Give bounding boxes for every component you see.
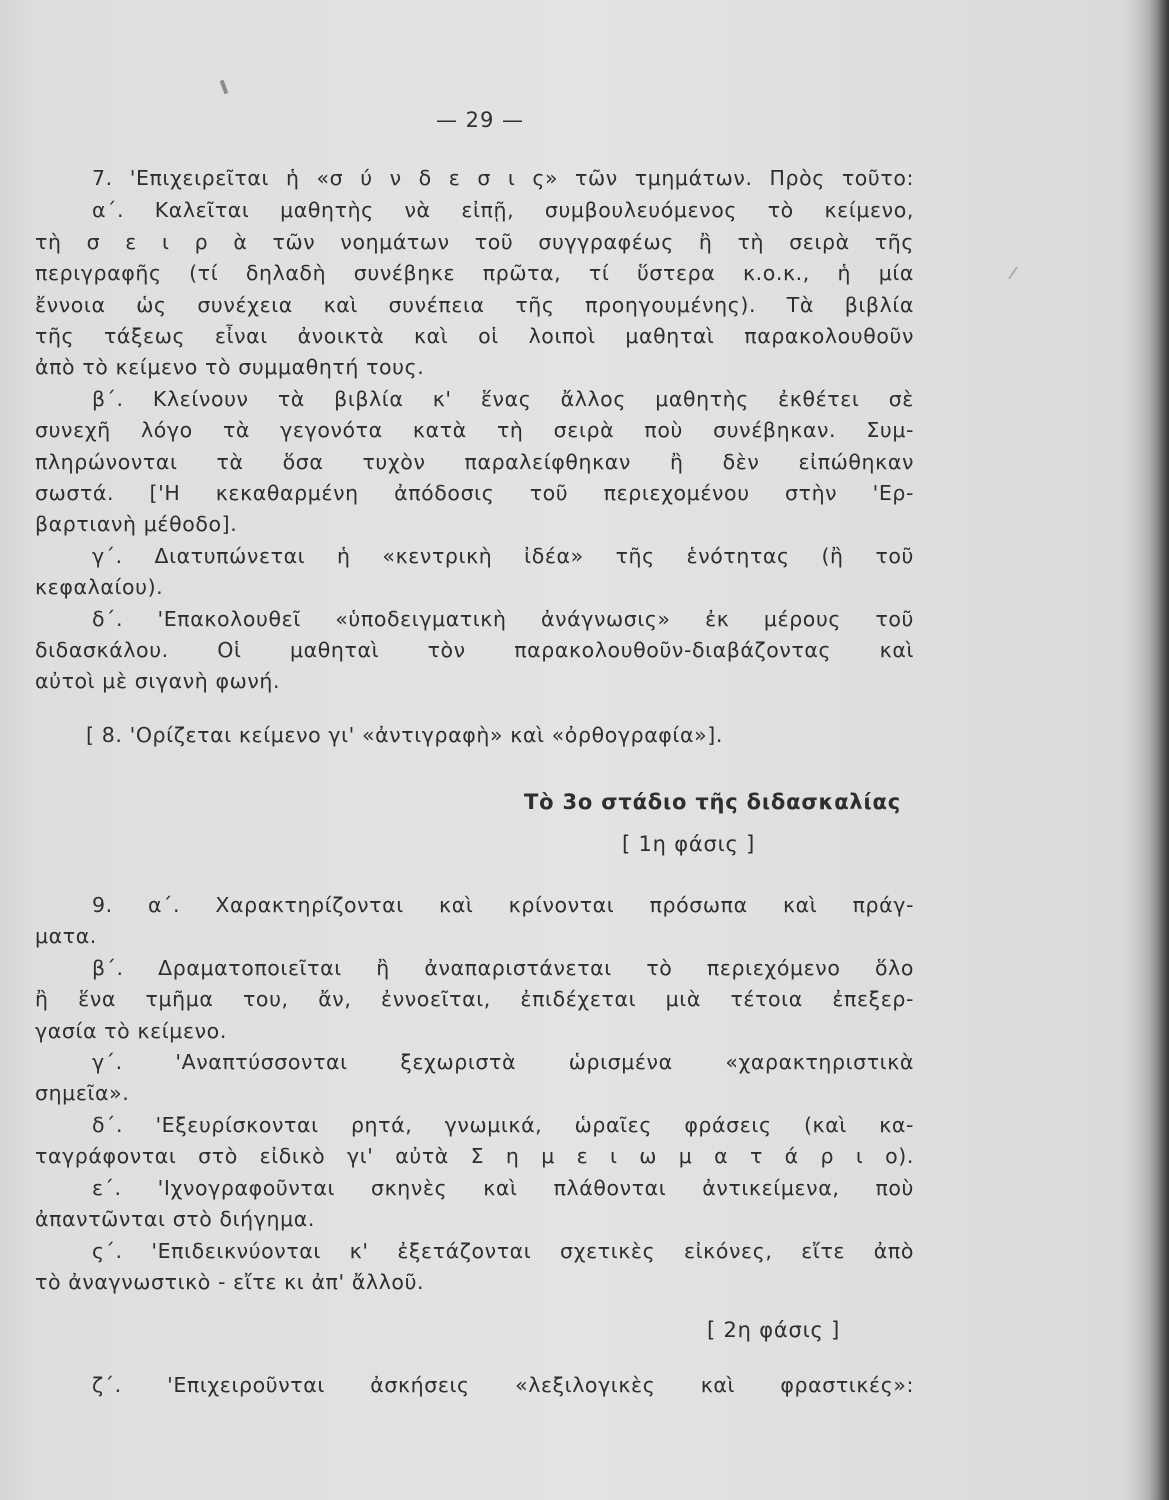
text-line: διδασκάλου. Οἱ μαθηταὶ τὸν παρακολουθοῦν-διαβάζοντας καὶ — [35, 638, 914, 662]
text-line: συνεχῆ λόγο τὰ γεγονότα κατὰ τὴ σειρὰ ποὺ συνέβηκαν. Συμ- — [35, 418, 914, 442]
text-line: σωστά. ['Η κεκαθαρμένη ἀπόδοσις τοῦ περιεχομένου στὴν 'Ερ- — [35, 481, 914, 505]
text-line: γασία τὸ κείμενο. — [35, 1019, 227, 1043]
text-line: γ΄. Διατυπώνεται ἡ «κεντρικὴ ἰδέα» τῆς ἑνότητας (ἢ τοῦ — [92, 544, 914, 568]
page-number: — 29 — — [435, 108, 525, 132]
phase-heading-1: [ 1η φάσις ] — [622, 832, 756, 856]
scan-speck — [1008, 267, 1018, 280]
phase-heading-2: [ 2η φάσις ] — [707, 1318, 841, 1342]
page-edge-shadow — [1133, 0, 1169, 1500]
text-line: 7. 'Επιχειρεῖται ἡ «σ ύ ν δ ε σ ι ς» τῶν τμημάτων. Πρὸς τοῦτο: — [92, 166, 914, 190]
text-line: γ΄. 'Αναπτύσσονται ξεχωριστὰ ὡρισμένα «χαρακτηριστικὰ — [92, 1050, 914, 1074]
text-line: βαρτιανὴ μέθοδο]. — [35, 512, 238, 536]
text-line: τὴ σ ε ι ρ ὰ τῶν νοημάτων τοῦ συγγραφέως ἢ τὴ σειρὰ τῆς — [35, 230, 914, 254]
scan-speck — [220, 80, 229, 95]
text-line: 9. α΄. Χαρακτηρίζονται καὶ κρίνονται πρόσωπα καὶ πράγ- — [92, 893, 914, 917]
text-line: ἔννοια ὡς συνέχεια καὶ συνέπεια τῆς προηγουμένης). Τὰ βιβλία — [35, 293, 914, 317]
text-line: κεφαλαίου). — [35, 575, 164, 599]
text-line: ς΄. 'Επιδεικνύονται κ' ἐξετάζονται σχετικὲς εἰκόνες, εἴτε ἀπὸ — [92, 1239, 914, 1263]
text-line: σημεῖα». — [35, 1081, 130, 1105]
text-line: ε΄. 'Ιχνογραφοῦνται σκηνὲς καὶ πλάθονται ἀντικείμενα, ποὺ — [92, 1176, 914, 1200]
text-line: ταγράφονται στὸ εἰδικὸ γι' αὐτὰ Σ η μ ε ι ω μ α τ ά ρ ι ο). — [35, 1144, 914, 1168]
text-line: πληρώνονται τὰ ὅσα τυχὸν παραλείφθηκαν ἢ δὲν εἰπώθηκαν — [35, 450, 914, 474]
text-line: ματα. — [35, 924, 97, 948]
text-line: β΄. Κλείνουν τὰ βιβλία κ' ἕνας ἄλλος μαθητὴς ἐκθέτει σὲ — [92, 387, 914, 411]
section-heading: Τὸ 3ο στάδιο τῆς διδασκαλίας — [524, 790, 901, 814]
text-line: τὸ ἀναγνωστικὸ - εἴτε κι ἀπ' ἄλλοῦ. — [35, 1270, 425, 1294]
text-line: ἀπαντῶνται στὸ διήγημα. — [35, 1207, 315, 1231]
text-line: ἢ ἕνα τμῆμα του, ἄν, ἐννοεῖται, ἐπιδέχεται μιὰ τέτοια ἐπεξερ- — [35, 987, 914, 1011]
text-line: β΄. Δραματοποιεῖται ἢ ἀναπαριστάνεται τὸ περιεχόμενο ὅλο — [92, 956, 914, 980]
text-line: [ 8. 'Ορίζεται κείμενο γι' «ἀντιγραφὴ» καὶ «ὀρθογραφία»]. — [86, 723, 723, 747]
text-line: δ΄. 'Εξευρίσκονται ρητά, γνωμικά, ὡραῖες φράσεις (καὶ κα- — [92, 1113, 914, 1137]
text-line: α΄. Καλεῖται μαθητὴς νὰ εἰπῇ, συμβουλευόμενος τὸ κείμενο, — [92, 198, 914, 222]
text-line: ἀπὸ τὸ κείμενο τὸ συμμαθητή τους. — [35, 355, 425, 379]
text-line: δ΄. 'Επακολουθεῖ «ὑποδειγματικὴ ἀνάγνωσις» ἐκ μέρους τοῦ — [92, 607, 914, 631]
text-line: περιγραφῆς (τί δηλαδὴ συνέβηκε πρῶτα, τί ὕστερα κ.ο.κ., ἡ μία — [35, 261, 914, 285]
text-line: αὐτοὶ μὲ σιγανὴ φωνή. — [35, 669, 281, 693]
text-line: τῆς τάξεως εἶναι ἀνοικτὰ καὶ οἱ λοιποὶ μαθηταὶ παρακολουθοῦν — [35, 324, 914, 348]
text-line: ζ΄. 'Επιχειροῦνται ἀσκήσεις «λεξιλογικὲς καὶ φραστικές»: — [92, 1373, 914, 1397]
